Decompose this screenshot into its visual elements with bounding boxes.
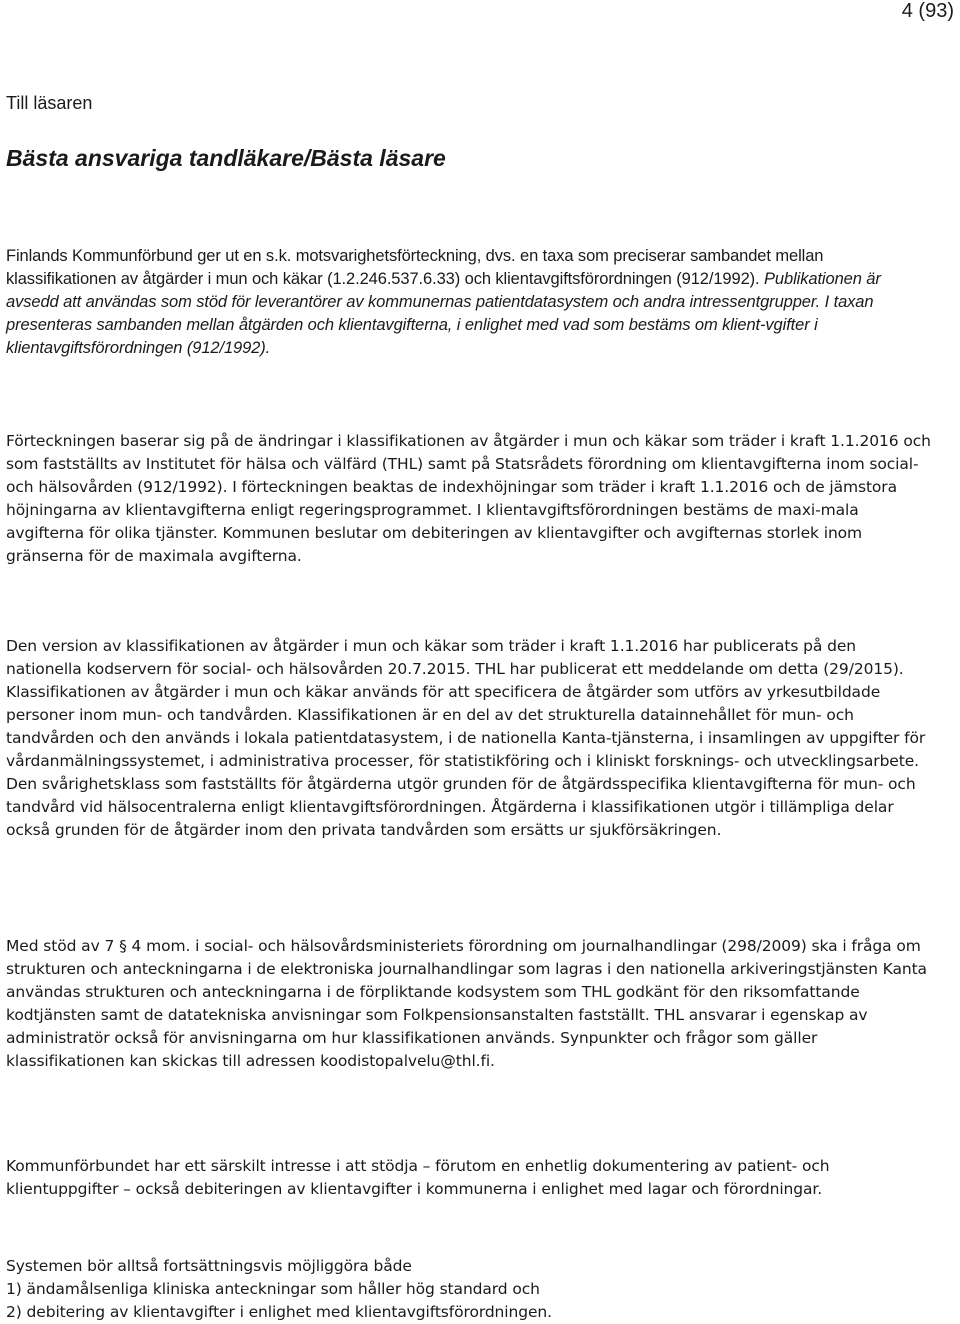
- document-heading: Bästa ansvariga tandläkare/Bästa läsare: [6, 145, 446, 171]
- kommunforbundet-paragraph: Kommunförbundet har ett särskilt intresse i att stödja – förutom en enhetlig dokumentering av patient- och klientuppgifter – också debiteringen av klientavgifter i kommunerna i enlighet med lagar och förordningar.: [6, 1157, 830, 1198]
- intro-paragraph-part-2: Publikationen är avsedd att användas som stöd för leverantörer av kommunernas patientdatasystem och andra intressentgrupper. I taxan presenteras sambanden mellan åtgärden och klientavgifterna, i enlighet med vad som bestäms om klient-vgifter i klientavgiftsförordningen (912/1992).: [6, 270, 881, 357]
- requirement-item-2: 2) debitering av klientavgifter i enlighet med klientavgiftsförordningen.: [6, 1303, 552, 1321]
- intro-paragraph: [6, 245, 936, 360]
- systems-requirements: [6, 1255, 936, 1324]
- systems-intro: Systemen bör alltså fortsättningsvis möjliggöra både: [6, 1257, 412, 1275]
- intro-paragraph-part-1: Finlands Kommunförbund ger ut en s.k. motsvarighetsförteckning, dvs. en taxa som preciserar sambandet mellan klassifikationen av åtgärder i mun och käkar (1.2.246.537.6.33) och klientavgiftsförordningen (912/1992).: [6, 247, 824, 288]
- basis-paragraph: Förteckningen baserar sig på de ändringar i klassifikationen av åtgärder i mun och käkar som träder i kraft 1.1.2016 och som fastställts av Institutet för hälsa och välfärd (THL) samt på Statsrådets förordning om klientavgifterna inom social- och hälsovården (912/1992). I förteckningen beaktas de indexhöjningar som träder i kraft 1.1.2016 och de jämstora höjningarna av klientavgifterna enligt regeringsprogrammet. I klientavgiftsförordningen bestäms de maxi-mala avgifterna för olika tjänster. Kommunen beslutar om debiteringen av klientavgifter och avgifternas storlek inom gränserna för de maximala avgifterna.: [6, 432, 931, 565]
- classification-paragraph: Den version av klassifikationen av åtgärder i mun och käkar som träder i kraft 1.1.2016 har publicerats på den nationella kodservern för social- och hälsovården 20.7.2015. THL har publicerat ett meddelande om detta (29/2015). Klassifikationen av åtgärder i mun och käkar används för att specificera de åtgärder som utförs av yrkesutbildade personer inom mun- och tandvården. Klassifikationen är en del av det strukturella datainnehållet för mun- och tandvården och den används i lokala patientdatasystem, i de nationella Kanta-tjänsterna, i insamlingen av uppgifter för vårdanmälningssystemet, i administrativa processer, för statistikföring och i kliniskt forsknings- och utvecklingsarbete. Den svårighetsklass som fastställts för åtgärderna utgör grunden för de åtgärdsspecifika klientavgifterna för mun- och tandvård vid hälsocentralerna enligt klientavgiftsförordningen. Åtgärderna i klassifikationen utgör i tillämpliga delar också grunden för de åtgärder inom den privata tandvården som ersätts ur sjukförsäkringen.: [6, 637, 926, 839]
- page-number: 4 (93): [901, 0, 954, 22]
- greeting: Till läsaren: [6, 93, 93, 113]
- legal-basis-paragraph: Med stöd av 7 § 4 mom. i social- och hälsovårdsministeriets förordning om journalhandlingar (298/2009) ska i fråga om strukturen och anteckningarna i de elektroniska journalhandlingar som lagras i den nationella arkiveringstjänsten Kanta användas strukturen och anteckningarna i de förpliktande kodsystem som THL godkänt för den riksomfattande kodtjänsten samt de datatekniska anvisningar som Folkpensionsanstalten fastställt. THL ansvarar i egenskap av administratör också för anvisningarna om hur klassifikationen används. Synpunkter och frågor som gäller klassifikationen kan skickas till adressen koodistopalvelu@thl.fi.: [6, 937, 927, 1070]
- requirement-item-1: 1) ändamålsenliga kliniska anteckningar som håller hög standard och: [6, 1280, 540, 1298]
